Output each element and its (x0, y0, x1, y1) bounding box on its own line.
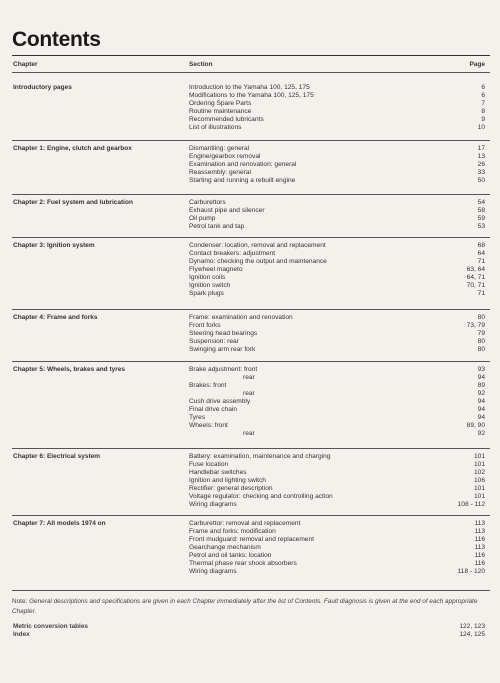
section-entry (189, 461, 485, 469)
section-title: Carburettors (189, 199, 226, 206)
page-number: 106 (473, 477, 485, 484)
note-text: General descriptions and specifications are given in each Chapter immediately after the list of Contents. Fault diagnosis is given at the end of each appropriate Chapter. (12, 598, 478, 615)
section-title: Wheels: front (189, 422, 228, 429)
contents-note (12, 597, 487, 617)
section-title: Engine/gearbox removal (189, 153, 261, 160)
section-title: Thermal phase rear shock absorbers (189, 560, 297, 567)
page-number: 53 (477, 223, 485, 230)
page-number: 71 (477, 290, 485, 297)
section-divider (12, 140, 490, 141)
section-entry (189, 453, 485, 461)
chapter-name: Chapter 1: Engine, clutch and gearbox (13, 145, 132, 152)
page-number: 113 (474, 544, 485, 551)
section-entry (189, 346, 485, 354)
chapter-name: Introductory pages (13, 84, 72, 91)
page-number: 80 (477, 346, 485, 353)
section-title: Front mudguard: removal and replacement (189, 536, 314, 543)
section-entry (189, 100, 485, 108)
section-entry (189, 282, 485, 290)
section-entry (189, 330, 485, 338)
note-lead: Note: (12, 598, 28, 605)
section-entry (189, 124, 485, 132)
section-title: Cush drive assembly (189, 398, 251, 405)
page-number: 92 (477, 390, 485, 397)
section-entry (189, 560, 485, 568)
page-number: 94 (477, 414, 485, 421)
page-number: 113 (474, 520, 485, 527)
section-title: Wiring diagrams (189, 568, 237, 575)
page-number: 118 - 120 (457, 568, 485, 575)
section-entry (189, 108, 485, 116)
section-title: Fuse location (189, 461, 229, 468)
section-entry (189, 266, 485, 274)
section-title: List of illustrations (189, 124, 242, 131)
section-title: Swinging arm rear fork (189, 346, 256, 353)
page-number: 68 (477, 242, 485, 249)
page-number: 101 (473, 461, 485, 468)
page-number: 116 (474, 536, 485, 543)
page-number: 63, 64 (466, 266, 485, 273)
page-number: 26 (477, 161, 485, 168)
page-number: 101 (473, 493, 485, 500)
section-title: Final drive chain (189, 406, 238, 413)
chapter-name: Chapter 2: Fuel system and lubrication (13, 199, 133, 206)
page-number: 50 (477, 177, 485, 184)
section-entry (189, 422, 485, 430)
section-entry (189, 207, 485, 215)
page-number: 116 (474, 552, 485, 559)
page-number: 9 (481, 116, 485, 123)
page-title: Contents (12, 28, 101, 51)
page-number: 94 (477, 406, 485, 413)
page-number: 113 (474, 528, 485, 535)
section-entry (189, 274, 485, 282)
section-entry (189, 161, 485, 169)
page-number: 93 (477, 366, 485, 373)
section-title: Frame: examination and renovation (189, 314, 293, 321)
section-entry (189, 485, 485, 493)
page-number: 101 (473, 453, 485, 460)
page-number: 79 (477, 330, 485, 337)
section-entry (189, 477, 485, 485)
section-entry (189, 520, 485, 528)
section-entry (189, 501, 485, 509)
section-title: Introduction to the Yamaha 100, 125, 175 (189, 84, 310, 91)
section-title: rear (243, 430, 255, 437)
bottom-rule (12, 590, 490, 591)
section-entry (189, 258, 485, 266)
page-number: 116 (474, 560, 485, 567)
page-number: 33 (477, 169, 485, 176)
section-title: rear (243, 390, 255, 397)
section-title: Dismantling: general (189, 145, 250, 152)
back-matter-page: 122, 123 (459, 623, 485, 630)
section-entry (189, 92, 485, 100)
chapter-name: Chapter 7: All models 1974 on (13, 520, 106, 527)
section-title: rear (243, 374, 255, 381)
section-title: Exhaust pipe and silencer (189, 207, 265, 214)
section-title: Battery: examination, maintenance and charging (189, 453, 331, 460)
section-entry (189, 390, 485, 398)
section-divider (12, 237, 490, 238)
section-entry (189, 528, 485, 536)
page-number: 94 (477, 374, 485, 381)
section-title: Dynamo: checking the output and maintenance (189, 258, 327, 265)
page-number: 59 (477, 215, 485, 222)
section-title: Ordering Spare Parts (189, 100, 252, 107)
section-entry (189, 430, 485, 438)
section-title: Examination and renovation: general (189, 161, 297, 168)
section-title: Tyres (189, 414, 206, 421)
section-title: Oil pump (189, 215, 216, 222)
section-entry (189, 469, 485, 477)
page-number: 8 (481, 108, 485, 115)
section-entry (189, 374, 485, 382)
page-number: 89 (477, 382, 485, 389)
back-matter-label: Metric conversion tables (13, 623, 88, 630)
page-number: 94 (477, 398, 485, 405)
section-title: Condenser: location, removal and replacement (189, 242, 326, 249)
section-entry (189, 552, 485, 560)
page-number: 80 (477, 338, 485, 345)
section-divider (12, 448, 490, 449)
column-header-page: Page (469, 61, 485, 68)
section-title: Brakes: front (189, 382, 227, 389)
section-entry (189, 250, 485, 258)
section-divider (12, 361, 490, 362)
page-number: 108 - 112 (457, 501, 485, 508)
page-number: 102 (473, 469, 485, 476)
column-header-chapter: Chapter (13, 61, 38, 68)
section-title: Handlebar switches (189, 469, 247, 476)
chapter-name: Chapter 6: Electrical system (13, 453, 101, 460)
section-entry (189, 544, 485, 552)
section-divider (12, 194, 490, 195)
section-title: Flywheel magneto (189, 266, 243, 273)
section-entry (189, 406, 485, 414)
section-title: Wiring diagrams (189, 501, 237, 508)
page-number: 17 (477, 145, 485, 152)
section-entry (189, 169, 485, 177)
page-number: 92 (477, 430, 485, 437)
section-title: Reassembly: general (189, 169, 251, 176)
page-number: 6 (481, 92, 485, 99)
section-entry (189, 366, 485, 374)
section-entry (189, 84, 485, 92)
section-entry (189, 314, 485, 322)
section-title: Ignition coils (189, 274, 226, 281)
section-entry (189, 145, 485, 153)
section-entry (189, 215, 485, 223)
section-title: Voltage regulator: checking and controlling action (189, 493, 333, 500)
page-number: 71 (477, 258, 485, 265)
section-title: Ignition and lighting switch (189, 477, 266, 484)
chapter-name: Chapter 5: Wheels, brakes and tyres (13, 366, 125, 373)
section-title: Recommended lubricants (189, 116, 264, 123)
back-matter-label: Index (13, 631, 30, 638)
section-title: Routine maintenance (189, 108, 252, 115)
section-title: Starting and running a rebuilt engine (189, 177, 296, 184)
page-number: 73, 79 (466, 322, 485, 329)
page-number: 64 (477, 250, 485, 257)
section-title: Ignition switch (189, 282, 231, 289)
section-title: Spark plugs (189, 290, 224, 297)
section-entry (189, 153, 485, 161)
section-entry (189, 242, 485, 250)
back-matter-row (0, 623, 500, 631)
section-entry (189, 398, 485, 406)
page-number: 13 (477, 153, 485, 160)
back-matter-row (0, 631, 500, 639)
back-matter-page: 124, 125 (459, 631, 485, 638)
section-title: Contact breakers: adjustment (189, 250, 276, 257)
page-number: 54 (477, 199, 485, 206)
section-entry (189, 536, 485, 544)
section-entry (189, 568, 485, 576)
section-entry (189, 223, 485, 231)
section-title: Gearchange mechanism (189, 544, 261, 551)
section-entry (189, 290, 485, 298)
section-title: Steering head bearings (189, 330, 258, 337)
column-header-section: Section (189, 61, 213, 68)
page-number: 6 (481, 84, 485, 91)
section-entry (189, 338, 485, 346)
section-entry (189, 382, 485, 390)
page-number: 80 (477, 314, 485, 321)
section-entry (189, 116, 485, 124)
section-entry (189, 199, 485, 207)
section-divider (12, 515, 490, 516)
section-entry (189, 322, 485, 330)
section-title: Petrol and oil tanks: location (189, 552, 272, 559)
page-number: 7 (481, 100, 485, 107)
section-title: Front forks (189, 322, 221, 329)
section-title: Carburettor: removal and replacement (189, 520, 301, 527)
section-title: Frame and forks: modification (189, 528, 276, 535)
section-title: Modifications to the Yamaha 100, 125, 175 (189, 92, 314, 99)
section-entry (189, 177, 485, 185)
page-number: 58 (477, 207, 485, 214)
section-entry (189, 493, 485, 501)
section-title: Petrol tank and tap (189, 223, 245, 230)
section-entry (189, 414, 485, 422)
section-title: Rectifier: general description (189, 485, 273, 492)
page-number: 70, 71 (466, 282, 485, 289)
page-number: 101 (473, 485, 485, 492)
page-number: 64, 71 (466, 274, 485, 281)
section-divider (12, 309, 490, 310)
chapter-name: Chapter 3: Ignition system (13, 242, 95, 249)
page-number: 10 (477, 124, 485, 131)
chapter-name: Chapter 4: Frame and forks (13, 314, 98, 321)
section-title: Suspension: rear (189, 338, 239, 345)
section-title: Brake adjustment: front (189, 366, 258, 373)
page-number: 89, 90 (466, 422, 485, 429)
